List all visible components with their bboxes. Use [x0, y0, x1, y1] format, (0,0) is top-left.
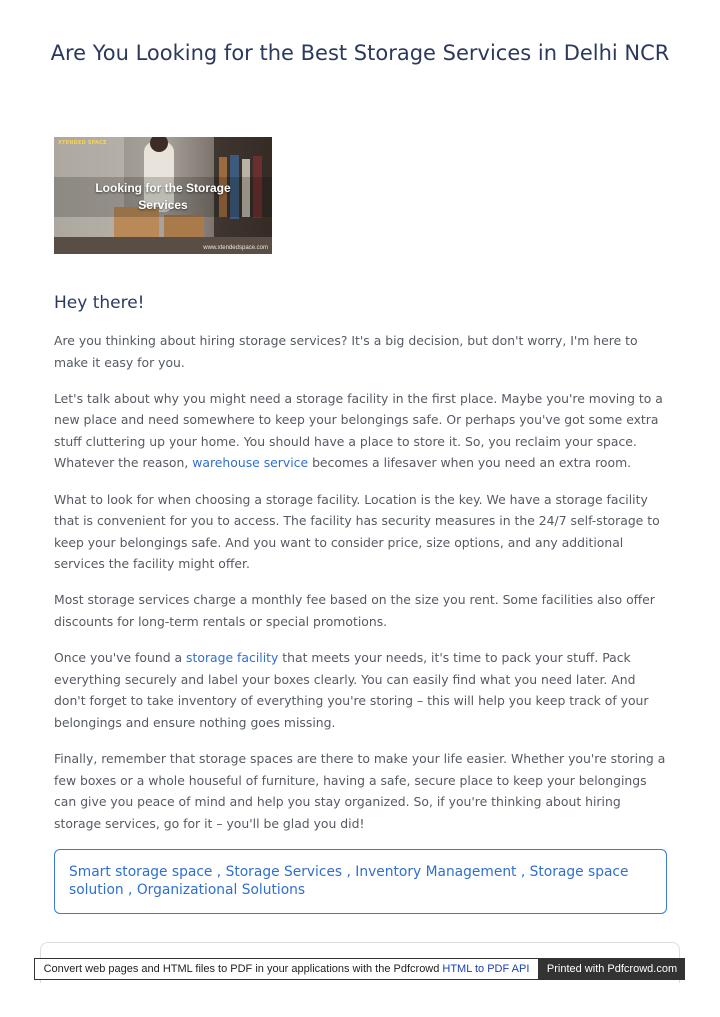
paragraph-5-text-end: that meets your needs, it's time to pack your stuff. Pack everything securely and label your boxes clearly. You can easily find what you need later. And don't forget to take inventory of everything you're storing – this will help you keep track of your belongings and ensure nothing goes missing.: [54, 650, 649, 730]
printed-with-badge[interactable]: Printed with Pdfcrowd.com: [539, 958, 685, 980]
page-title: Are You Looking for the Best Storage Services in Delhi NCR: [50, 41, 670, 65]
paragraph-2-text-end: becomes a lifesaver when you need an extra room.: [308, 455, 632, 471]
paragraph-6: Finally, remember that storage spaces are there to make your life easier. Whether you're storing a few boxes or a whole houseful of furniture, having a safe, secure place to keep your belongings can give you peace of mind and help you stay organized. So, if you're thinking about hiring storage services, go for it – you'll be glad you did!: [54, 751, 666, 831]
footer-promo-text: Convert web pages and HTML files to PDF in your applications with the Pdfcrowd: [43, 963, 440, 975]
paragraph-4: Most storage services charge a monthly fee based on the size you rent. Some facilities also offer discounts for long-term rentals or special promotions.: [54, 592, 655, 630]
paragraph-5: [54, 647, 668, 733]
tag-link[interactable]: Inventory Management: [355, 864, 517, 880]
tag-separator: ,: [212, 864, 226, 880]
tag-list: [54, 849, 667, 914]
paragraph-2: [54, 388, 668, 474]
article-body: [54, 330, 668, 849]
warehouse-service-link[interactable]: warehouse service: [192, 455, 309, 471]
hero-url: www.xtendedspace.com: [203, 245, 268, 251]
tag-link[interactable]: Smart storage space: [69, 864, 213, 880]
tag-link[interactable]: Storage space solution: [69, 864, 629, 898]
tag-separator: ,: [516, 864, 530, 880]
section-heading: Hey there!: [54, 293, 145, 313]
footer-promo: [34, 958, 539, 980]
tag-link[interactable]: Storage Services: [225, 864, 343, 880]
paragraph-1: Are you thinking about hiring storage services? It's a big decision, but don't worry, I'm here to make it easy for you.: [54, 333, 638, 370]
html-to-pdf-api-link[interactable]: HTML to PDF API: [442, 963, 530, 975]
brand-logo: XTENDED SPACE: [58, 140, 107, 146]
tag-separator: ,: [123, 881, 137, 898]
paragraph-2-text: Let's talk about why you might need a storage facility in the first place. Maybe you're moving to a new place and need somewhere to keep your belongings safe. Or perhaps you've got some extra stuff cluttering up your home. You should have a place to store it. So, you reclaim your space. Whatever the reason,: [54, 390, 663, 471]
hero-caption: Looking for the Storage Services: [95, 181, 231, 212]
paragraph-3: What to look for when choosing a storage facility. Location is the key. We have a storage facility that is convenient for you to access. The facility has security measures in the 24/7 self-storage to keep your belongings safe. And you want to consider price, size options, and any additional services the facility might offer.: [54, 491, 660, 572]
tag-separator: ,: [342, 864, 356, 880]
pdfcrowd-footer: [34, 958, 685, 980]
tag-link[interactable]: Organizational Solutions: [136, 881, 306, 898]
storage-facility-link[interactable]: storage facility: [186, 650, 279, 666]
hero-image: [54, 137, 272, 254]
paragraph-5-text: Once you've found a: [54, 650, 187, 666]
